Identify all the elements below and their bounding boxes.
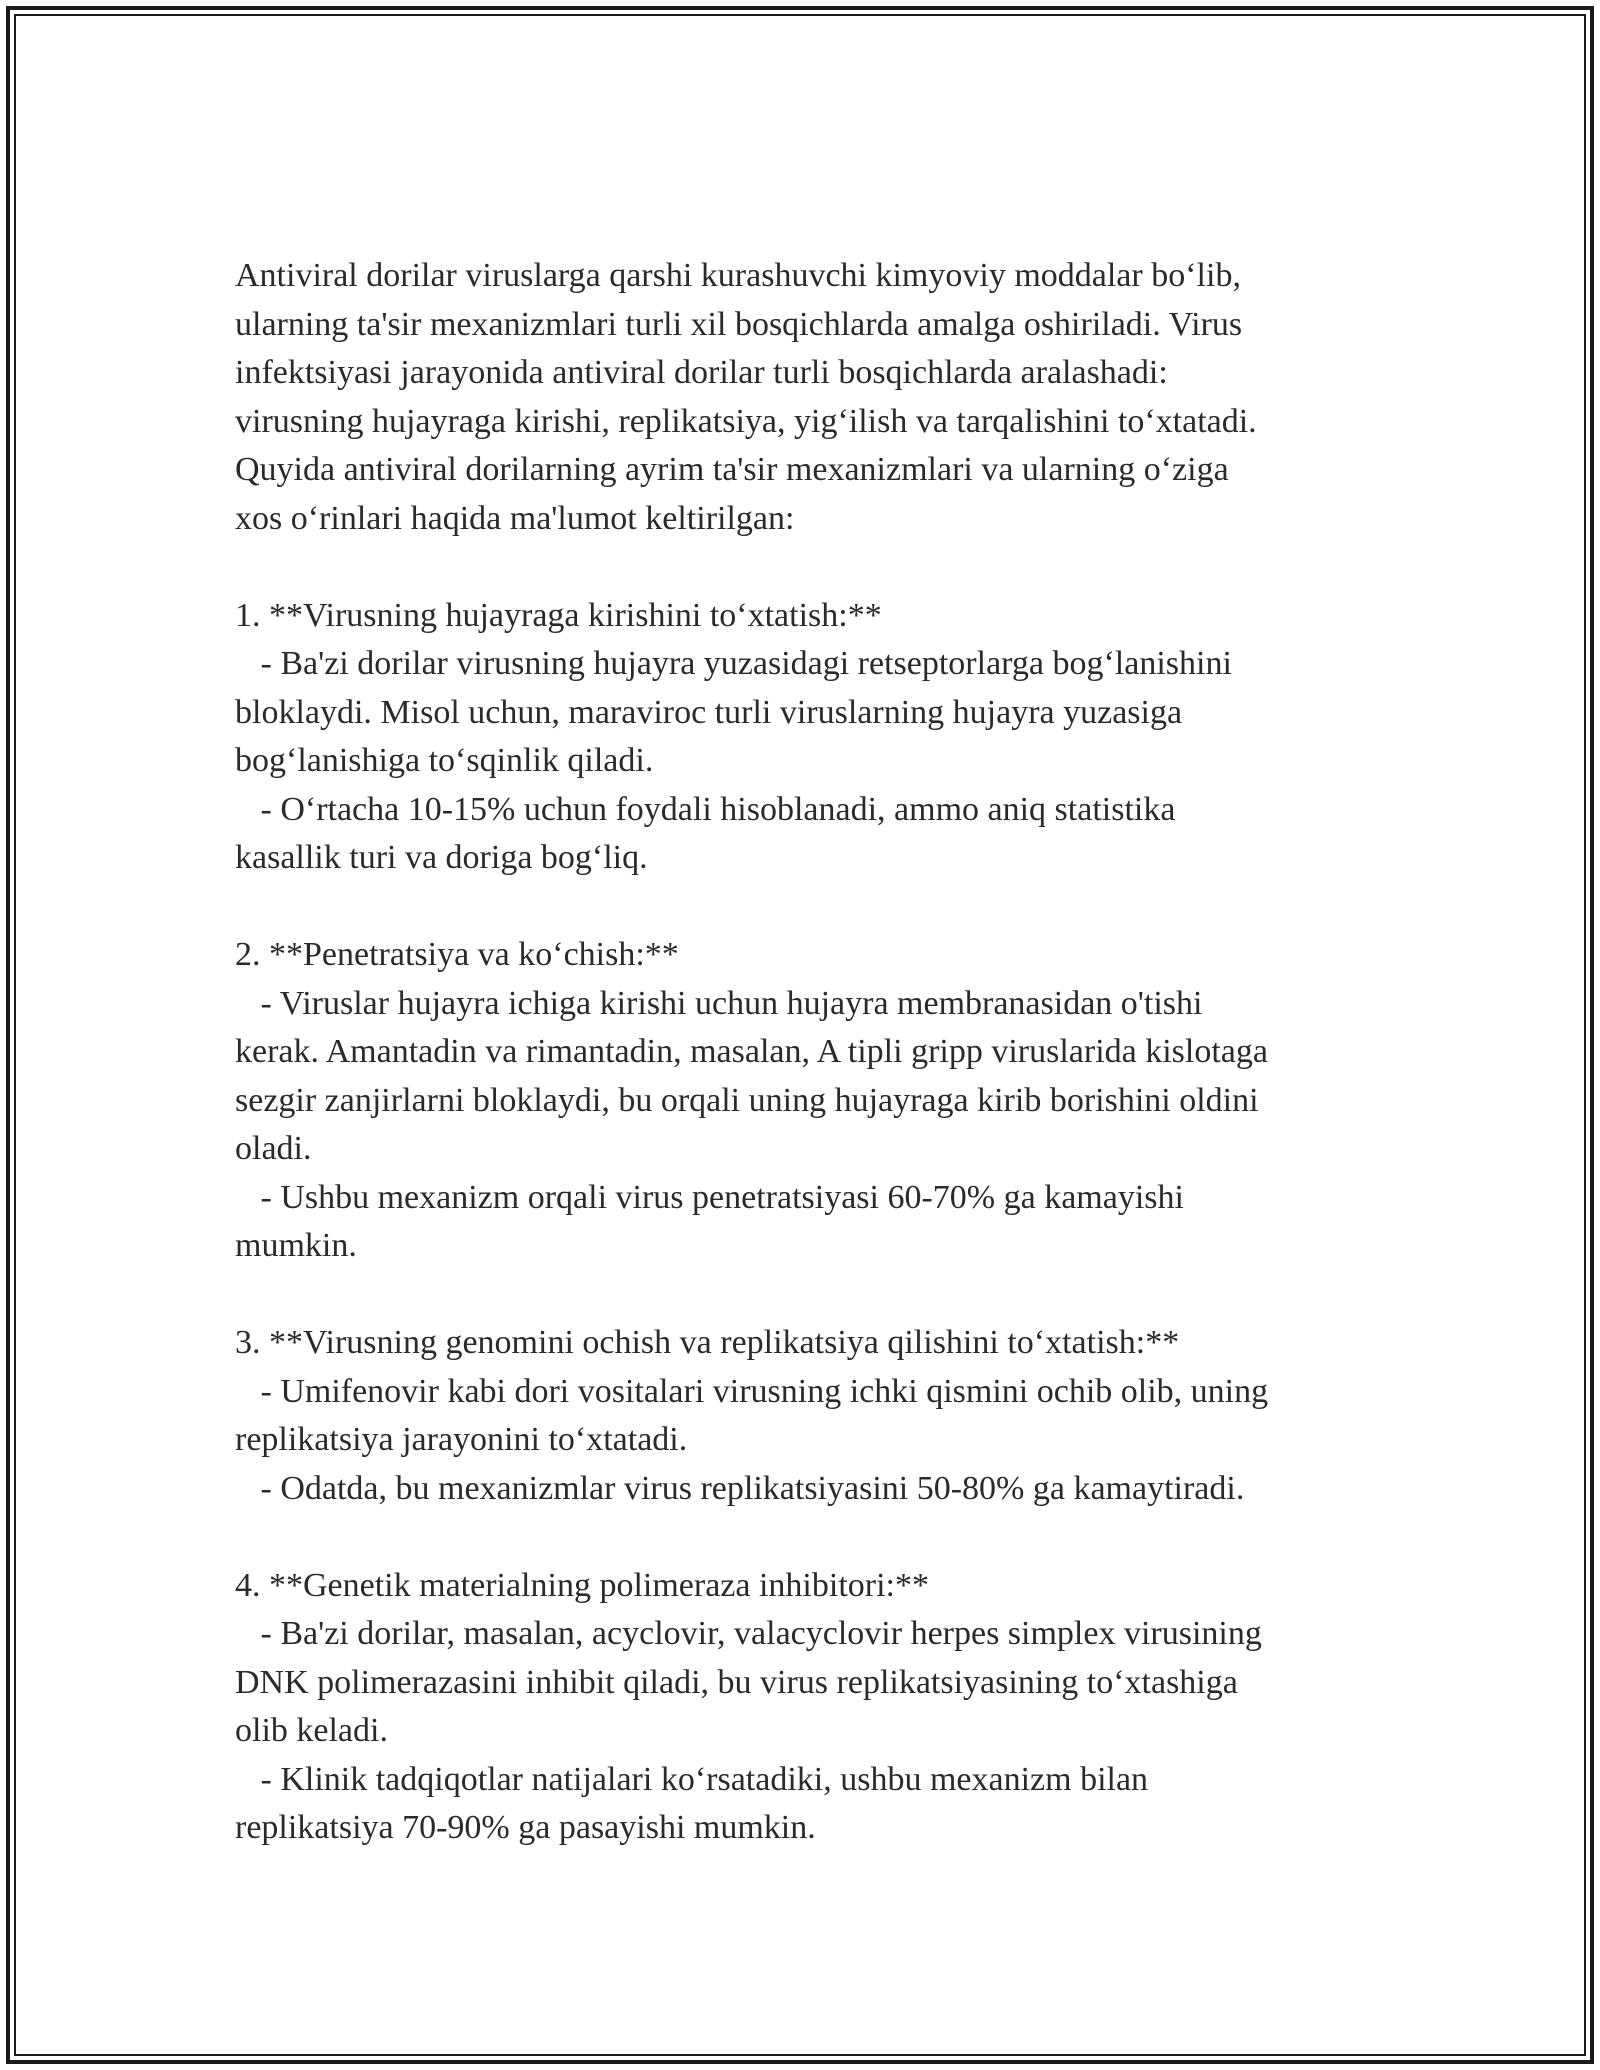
section-4	[235, 1562, 1385, 1853]
section-4-line: replikatsiya 70-90% ga pasayishi mumkin.	[235, 1809, 816, 1846]
section-2-line: mumkin.	[235, 1227, 357, 1264]
section-4-line: - Klinik tadqiqotlar natijalari ko‘rsatadiki, ushbu mexanizm bilan	[235, 1760, 1149, 1798]
section-3-heading: 3. **Virusning genomini ochish va replikatsiya qilishini to‘xtatish:**	[235, 1324, 1180, 1361]
section-3-line: - Odatda, bu mexanizmlar virus replikatsiyasini 50-80% ga kamaytiradi.	[235, 1469, 1245, 1507]
section-4-line: olib keladi.	[235, 1712, 388, 1749]
section-4-line: - Ba'zi dorilar, masalan, acyclovir, valacyclovir herpes simplex virusining	[235, 1615, 1262, 1652]
section-1-heading: 1. **Virusning hujayraga kirishini to‘xtatish:**	[235, 596, 882, 634]
intro-line: Antiviral dorilar viruslarga qarshi kurashuvchi kimyoviy moddalar bo‘lib,	[235, 257, 1241, 294]
section-2-line: - Viruslar hujayra ichiga kirishi uchun hujayra membranasidan o'tishi	[235, 984, 1203, 1022]
paragraph-gap	[235, 543, 1385, 592]
section-2	[235, 931, 1385, 1271]
paragraph-gap	[235, 1513, 1385, 1562]
section-2-line: sezgir zanjirlarni bloklaydi, bu orqali uning hujayraga kirib borishini oldini	[235, 1081, 1259, 1119]
section-4-heading: 4. **Genetik materialning polimeraza inhibitori:**	[235, 1566, 929, 1604]
intro-line: ularning ta'sir mexanizmlari turli xil bosqichlarda amalga oshiriladi. Virus	[235, 305, 1243, 343]
section-1-line: - O‘rtacha 10-15% uchun foydali hisoblanadi, ammo aniq statistika	[235, 790, 1176, 828]
intro-line: infektsiyasi jarayonida antiviral dorilar turli bosqichlarda aralashadi:	[235, 354, 1168, 391]
intro-line: xos o‘rinlari haqida ma'lumot keltirilgan:	[235, 499, 795, 537]
intro-line: Quyida antiviral dorilarning ayrim ta'sir mexanizmlari va ularning o‘ziga	[235, 451, 1229, 488]
section-3	[235, 1319, 1385, 1513]
section-1-line: kasallik turi va doriga bog‘liq.	[235, 839, 648, 876]
section-1-line: - Ba'zi dorilar virusning hujayra yuzasidagi retseptorlarga bog‘lanishini	[235, 645, 1232, 682]
section-2-line: - Ushbu mexanizm orqali virus penetratsiyasi 60-70% ga kamayishi	[235, 1178, 1184, 1216]
section-3-line: replikatsiya jarayonini to‘xtatadi.	[235, 1421, 688, 1458]
section-2-line: oladi.	[235, 1130, 312, 1167]
section-1	[235, 592, 1385, 883]
section-1-line: bog‘lanishiga to‘sqinlik qiladi.	[235, 742, 654, 779]
intro-paragraph	[235, 252, 1385, 543]
section-3-line: - Umifenovir kabi dori vositalari virusning ichki qismini ochib olib, uning	[235, 1372, 1269, 1410]
section-2-heading: 2. **Penetratsiya va ko‘chish:**	[235, 936, 679, 973]
paragraph-gap	[235, 883, 1385, 932]
section-2-line: kerak. Amantadin va rimantadin, masalan, A tipli gripp viruslarida kislotaga	[235, 1033, 1268, 1070]
document-body	[235, 252, 1385, 1853]
intro-line: virusning hujayraga kirishi, replikatsiya, yig‘ilish va tarqalishini to‘xtatadi.	[235, 402, 1257, 440]
section-4-line: DNK polimerazasini inhibit qiladi, bu virus replikatsiyasining to‘xtashiga	[235, 1663, 1238, 1701]
section-1-line: bloklaydi. Misol uchun, maraviroc turli viruslarning hujayra yuzasiga	[235, 693, 1183, 731]
paragraph-gap	[235, 1271, 1385, 1320]
